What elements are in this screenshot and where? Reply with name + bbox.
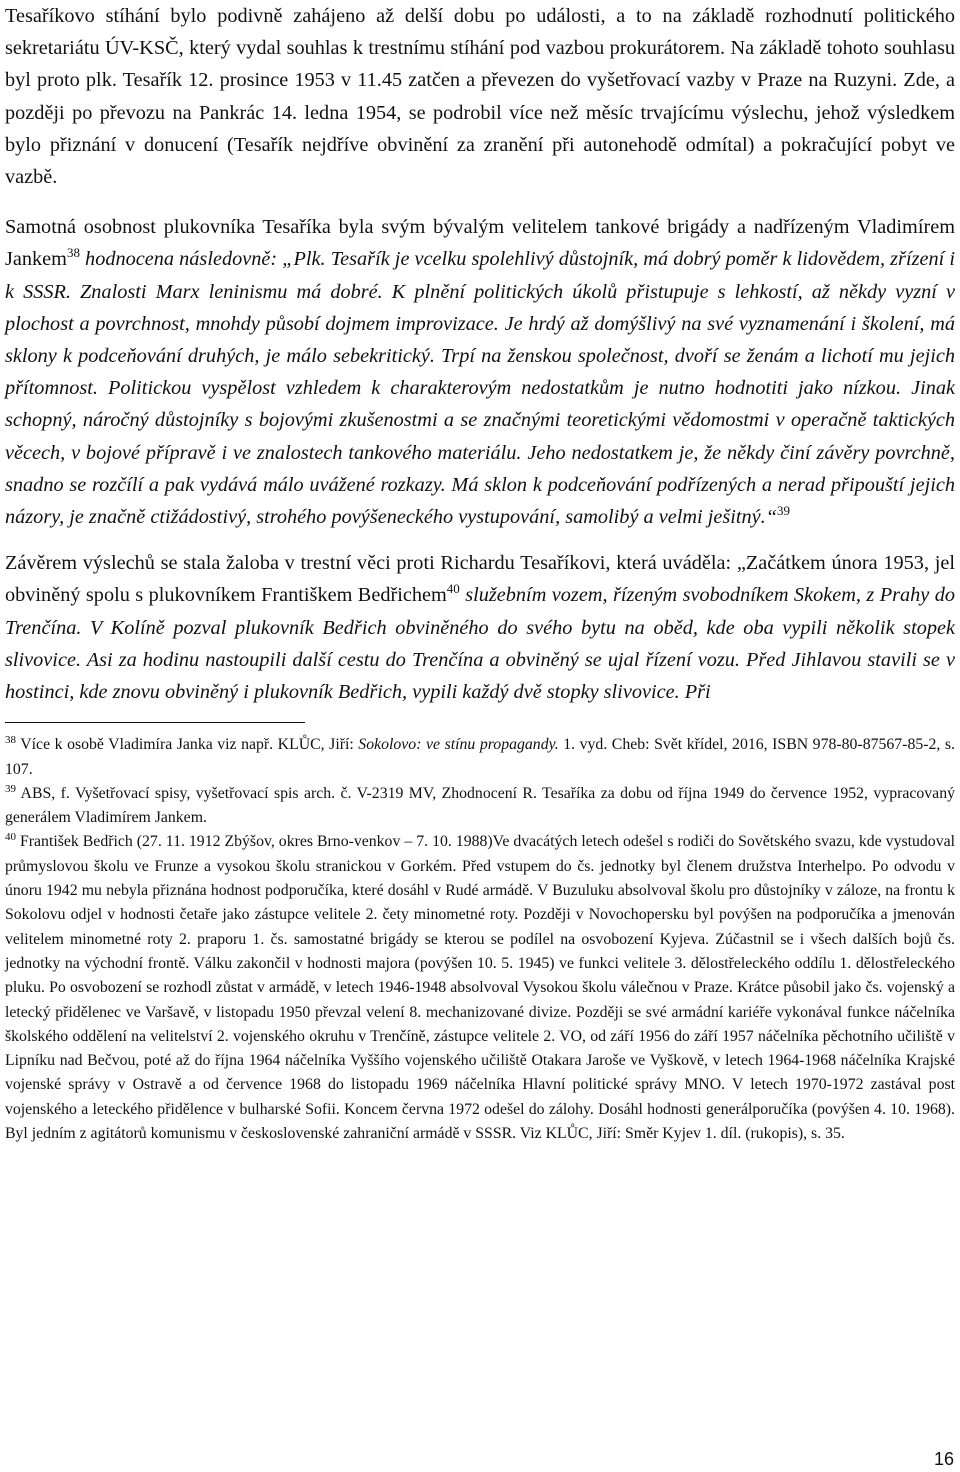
footnote-ref-39[interactable]: 39 (777, 503, 791, 519)
page-number: 16 (933, 1449, 954, 1469)
footnote-40 (5, 830, 955, 1146)
footnote-number: 40 (5, 831, 16, 844)
paragraph-1: Tesaříkovo stíhání bylo podivně zahájeno až delší dobu po události, a to na základě rozhodnutí politického sekretariátu ÚV-KSČ, který vydal souhlas k trestnímu stíhání pod vazbou prokurátorem. Na základě tohoto souhlasu byl proto plk. Tesařík 12. prosince 1953 v 11.45 zatčen a převezen do vyšetřovací vazby v Praze na Ruzyni. Zde, a později po převozu na Pankrác 14. ledna 1954, se podrobil více než měsíc trvajícímu výslechu, jehož výsledkem bylo přiznání v donucení (Tesařík nejdříve obvinění za zranění při autonehodě odmítal) a pokračující pobyt ve vazbě. (5, 5, 955, 189)
paragraph-3-quote: služebním vozem, řízeným svobodníkem Skokem, z Prahy do Trenčína. V Kolíně pozval plukovník Bedřich obviněného do svého bytu na oběd, kde oba vypili několik stopek slivovice. Asi za hodinu nastoupili další cestu do Trenčína a obviněný se ujal řízení vozu. Před Jihlavou stavili se v hostinci, kde znovu obviněný i plukovník Bedřich, vypili každý dvě stopky slivovice. Při (5, 584, 955, 704)
paragraph-2 (5, 211, 955, 533)
footnote-text: Více k osobě Vladimíra Janka viz např. KLŮC, Jiří: (16, 736, 359, 754)
document-page (5, 0, 955, 1146)
footnote-text: 1. vyd. Cheb: Svět křídel, 2016, ISBN 978-80-87567-85-2, s. 107. (5, 736, 955, 778)
footnote-ref-38[interactable]: 38 (66, 245, 80, 261)
footnote-38 (5, 733, 955, 782)
footnote-39 (5, 782, 955, 831)
footnote-number: 38 (5, 734, 16, 747)
footnote-ref-40[interactable]: 40 (446, 581, 460, 597)
footnote-title: Sokolovo: ve stínu propagandy. (358, 736, 559, 754)
footnotes (5, 733, 955, 1146)
paragraph-2-text: Samotná osobnost plukovníka Tesaříka byla svým bývalým velitelem tankové brigády a nadřízeným Vladimírem Jankem (5, 216, 955, 271)
paragraph-3 (5, 547, 955, 708)
footnote-number: 39 (5, 782, 16, 795)
paragraph-2-quote: hodnocena následovně: „Plk. Tesařík je vcelku spolehlivý důstojník, má dobrý poměr k lidovědem, zřízení i k SSSR. Znalosti Marx leninismu má dobré. K plnění politických úkolů přistupuje s lehkostí, až někdy vyzní v plochost a povrchnost, mnohdy působí dojmem improvizace. Je hrdý až domýšlivý na své vyznamenání i školení, má sklony k podceňování druhých, je málo sebekritický. Trpí na ženskou společnost, dvoří se ženám a lichotí mu jejich přítomnost. Politickou vyspělost vzhledem k charakterovým nedostatkům je nutno hodnotiti jako nízkou. Jinak schopný, náročný důstojníky s bojovými zkušenostmi a se značnými teoretickými vědomostmi v operačně taktických věcech, v bojové přípravě i ve znalostech tankového materiálu. Jeho nedostatkem je, že někdy činí závěry povrchně, snadno se rozčílí a pak vydává málo uvážené rozkazy. Má sklon k podceňování podřízených a nerad připouští jejich názory, je značně ctižádostivý, strohého povýšeneckého vystupování, samolibý a velmi ješitný.“ (5, 248, 955, 529)
footnote-text: ABS, f. Vyšetřovací spisy, vyšetřovací spis arch. č. V-2319 MV, Zhodnocení R. Tesaříka za dobu od října 1949 do července 1952, vypracovaný generálem Vladimírem Jankem. (5, 784, 955, 827)
footnote-text: František Bedřich (27. 11. 1912 Zbýšov, okres Brno-venkov – 7. 10. 1988)Ve dvacátých letech odešel s rodiči do Sovětského svazu, kde vystudoval průmyslovou školu ve Frunze a vysokou školu stranickou v Gorkém. Před vstupem do čs. jednotky byl členem družstva Interhelpo. Po odvodu v únoru 1942 mu nebyla přiznána hodnost podporučíka, které dosáhl v Rudé armádě. V Buzuluku absolvoval školu pro důstojníky v záloze, na frontu k Sokolovu odjel v hodnosti četaře jako zástupce velitele 2. čety minometné roty. Později v Novochopersku byl povýšen na podporučíka a jmenován velitelem minometné roty 2. praporu 1. čs. samostatné brigády se kterou se podílel na osvobození Kyjeva. Zúčastnil se i všech dalších bojů čs. jednotky na východní frontě. Válku zakončil v hodnosti majora (povýšen 10. 5. 1945) ve funkci velitele 3. dělostřeleckého oddílu 1. dělostřeleckého pluku. Po osvobození se rozhodl zůstat v armádě, v letech 1946-1948 absolvoval Vysokou školu válečnou v Praze. Krátce působil jako čs. vojenský a letecký přidělenec ve Varšavě, v listopadu 1950 převzal velení 8. mechanizované divize. Později se své armádní kariéře vykonával funkce náčelníka školského oddělení na velitelství 2. vojenského okruhu v Trenčíně, zástupce velitele 2. VO, od září 1956 do září 1957 náčelníka pěchotního učiliště v Lipníku nad Bečvou, poté až do října 1964 náčelníka Vyššího vojenského učiliště Otakara Jaroše ve Vyškově, v letech 1964-1968 náčelníka Krajské vojenské správy v Ostravě a od července 1968 do listopadu 1969 náčelníka Hlavní politické správy MNO. V letech 1970-1972 zastával post vojenského a leteckého přidělence v bulharské Sofii. Koncem června 1972 odešel do zálohy. Dosáhl hodnosti generálporučíka (povýšen 4. 10. 1968). Byl jedním z agitátorů komunismu v československé zahraniční armádě v SSSR. Viz KLŮC, Jiří: Směr Kyjev 1. díl. (rukopis), s. 35. (5, 833, 955, 1143)
footnote-separator (5, 722, 305, 723)
paragraph-3-text: Závěrem výslechů se stala žaloba v trestní věci proti Richardu Tesaříkovi, která uváděla: „Začátkem února 1953, jel obviněný spolu s plukovníkem Františkem Bedřichem (5, 552, 955, 607)
